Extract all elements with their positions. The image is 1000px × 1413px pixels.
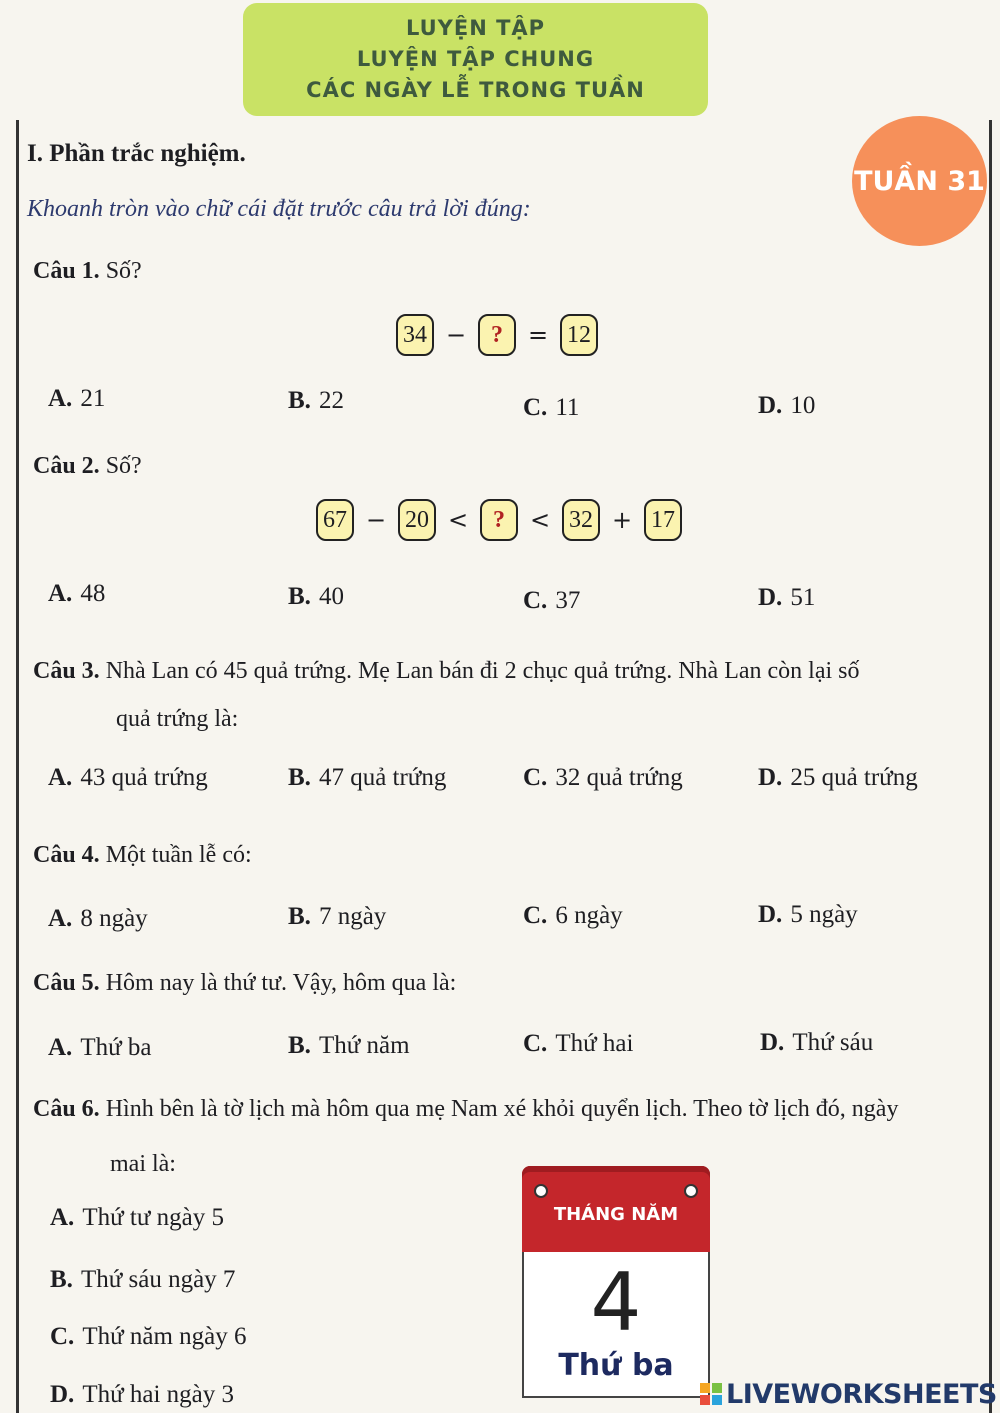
- option-text: 40: [318, 583, 344, 610]
- calendar-header: [522, 1166, 710, 1252]
- minus-sign: −: [445, 321, 467, 349]
- option-letter: A.: [48, 385, 73, 412]
- calendar-day-number: 4: [590, 1256, 642, 1349]
- option-d[interactable]: [758, 392, 815, 420]
- question-number: Câu 3.: [33, 658, 100, 684]
- question-5: [33, 970, 456, 997]
- option-a[interactable]: [48, 580, 105, 608]
- option-d[interactable]: [758, 584, 815, 612]
- binding-hole-icon: [534, 1184, 548, 1198]
- option-letter: A.: [50, 1204, 75, 1231]
- option-b[interactable]: [288, 903, 386, 931]
- option-text: 11: [555, 394, 580, 421]
- option-text: Thứ năm ngày 6: [82, 1323, 247, 1350]
- option-letter: D.: [758, 392, 783, 419]
- option-text: 6 ngày: [555, 902, 623, 929]
- banner-line-1: LUYỆN TẬP: [405, 16, 546, 40]
- number-box: 20: [398, 499, 436, 541]
- equation-1: [396, 314, 598, 356]
- binding-hole-icon: [684, 1184, 698, 1198]
- instruction-text: Khoanh tròn vào chữ cái đặt trước câu trả lời đúng:: [27, 196, 531, 222]
- option-letter: B.: [288, 387, 311, 414]
- equals-sign: =: [527, 321, 549, 349]
- option-d[interactable]: [758, 764, 918, 792]
- minus-sign: −: [365, 506, 387, 534]
- title-banner: [243, 3, 708, 116]
- option-c[interactable]: [523, 587, 580, 615]
- option-letter: D.: [760, 1029, 785, 1056]
- option-d[interactable]: [50, 1381, 234, 1409]
- option-letter: A.: [48, 1034, 73, 1061]
- option-a[interactable]: [48, 764, 208, 792]
- option-text: Thứ tư ngày 5: [82, 1204, 224, 1231]
- option-letter: C.: [523, 1030, 548, 1057]
- plus-sign: +: [611, 506, 633, 534]
- option-letter: B.: [50, 1266, 73, 1293]
- number-box: 12: [560, 314, 598, 356]
- question-3-continued: quả trứng là:: [116, 706, 239, 732]
- option-text: 8 ngày: [80, 905, 148, 932]
- option-letter: A.: [48, 764, 73, 791]
- option-text: 25 quả trứng: [790, 764, 918, 791]
- liveworksheets-watermark: [700, 1375, 997, 1413]
- question-number: Câu 6.: [33, 1096, 100, 1122]
- watermark-text: LIVEWORKSHEETS: [726, 1378, 997, 1410]
- option-text: 21: [80, 385, 106, 412]
- option-text: Thứ hai ngày 3: [82, 1381, 235, 1408]
- question-number: Câu 2.: [33, 453, 100, 479]
- option-letter: D.: [758, 584, 783, 611]
- option-text: 10: [790, 392, 816, 419]
- equation-2: [316, 499, 682, 541]
- option-a[interactable]: [48, 905, 148, 933]
- less-than-sign: <: [447, 506, 469, 534]
- number-box: 32: [562, 499, 600, 541]
- question-text: Hình bên là tờ lịch mà hôm qua mẹ Nam xé khỏi quyển lịch. Theo tờ lịch đó, ngày: [105, 1096, 899, 1122]
- question-number: Câu 1.: [33, 258, 100, 284]
- number-box: 67: [316, 499, 354, 541]
- option-text: Thứ ba: [80, 1034, 152, 1061]
- option-a[interactable]: [48, 1034, 151, 1062]
- option-letter: D.: [50, 1381, 75, 1408]
- question-4: [33, 842, 252, 869]
- right-border-rule: [989, 120, 992, 1413]
- option-text: 51: [790, 584, 816, 611]
- option-text: 5 ngày: [790, 901, 858, 928]
- question-6: [33, 1096, 898, 1123]
- calendar-body: [522, 1252, 710, 1398]
- option-letter: A.: [48, 905, 73, 932]
- question-text: Hôm nay là thứ tư. Vậy, hôm qua là:: [105, 970, 457, 996]
- question-text: Nhà Lan có 45 quả trứng. Mẹ Lan bán đi 2 chục quả trứng. Nhà Lan còn lại số: [105, 658, 860, 684]
- option-text: 43 quả trứng: [80, 764, 208, 791]
- calendar-weekday: Thứ ba: [558, 1348, 674, 1383]
- option-text: Thứ sáu: [792, 1029, 874, 1056]
- banner-line-2: LUYỆN TẬP CHUNG: [356, 47, 595, 71]
- option-text: Thứ hai: [555, 1030, 634, 1057]
- question-text: Số?: [105, 258, 142, 284]
- question-text: Một tuần lễ có:: [105, 842, 252, 868]
- left-border-rule: [16, 120, 19, 1413]
- option-letter: A.: [48, 580, 73, 607]
- option-c[interactable]: [523, 1030, 633, 1058]
- question-2: [33, 453, 142, 480]
- number-box: 34: [396, 314, 434, 356]
- option-b[interactable]: [288, 387, 344, 415]
- option-a[interactable]: [48, 385, 105, 413]
- option-d[interactable]: [760, 1029, 873, 1057]
- less-than-sign: <: [529, 506, 551, 534]
- option-text: 32 quả trứng: [555, 764, 683, 791]
- calendar-page: [522, 1166, 710, 1398]
- question-1: [33, 258, 142, 285]
- option-text: Thứ năm: [318, 1032, 410, 1059]
- option-letter: B.: [288, 583, 311, 610]
- option-b[interactable]: [288, 764, 446, 792]
- option-text: 37: [555, 587, 581, 614]
- number-box: 17: [644, 499, 682, 541]
- option-letter: C.: [50, 1323, 75, 1350]
- option-c[interactable]: [50, 1323, 247, 1351]
- option-text: 47 quả trứng: [318, 764, 447, 791]
- option-c[interactable]: [523, 902, 623, 930]
- calendar-month: THÁNG NĂM: [553, 1204, 679, 1225]
- option-d[interactable]: [758, 901, 858, 929]
- unknown-box[interactable]: ?: [480, 499, 518, 541]
- option-c[interactable]: [523, 764, 683, 792]
- question-6-continued: mai là:: [110, 1151, 176, 1177]
- option-letter: C.: [523, 394, 548, 421]
- option-letter: D.: [758, 901, 783, 928]
- option-text: 48: [80, 580, 106, 607]
- option-letter: D.: [758, 764, 783, 791]
- option-text: 22: [318, 387, 344, 414]
- question-3: [33, 658, 859, 685]
- liveworksheets-logo-icon: [700, 1383, 722, 1405]
- option-b[interactable]: [288, 1032, 410, 1060]
- option-letter: C.: [523, 587, 548, 614]
- option-text: 7 ngày: [318, 903, 387, 930]
- option-text: Thứ sáu ngày 7: [80, 1266, 236, 1293]
- banner-line-3: CÁC NGÀY LỄ TRONG TUẦN: [306, 78, 645, 102]
- option-letter: C.: [523, 902, 548, 929]
- option-letter: B.: [288, 764, 311, 791]
- option-b[interactable]: [288, 583, 344, 611]
- section-title: I. Phần trắc nghiệm.: [27, 140, 246, 167]
- option-letter: B.: [288, 1032, 311, 1059]
- option-c[interactable]: [523, 394, 579, 422]
- option-a[interactable]: [50, 1204, 224, 1232]
- question-number: Câu 4.: [33, 842, 100, 868]
- unknown-box[interactable]: ?: [478, 314, 516, 356]
- option-letter: B.: [288, 903, 311, 930]
- question-number: Câu 5.: [33, 970, 100, 996]
- option-letter: C.: [523, 764, 548, 791]
- question-text: Số?: [105, 453, 142, 479]
- week-badge: TUẦN 31: [852, 116, 987, 246]
- option-b[interactable]: [50, 1266, 235, 1294]
